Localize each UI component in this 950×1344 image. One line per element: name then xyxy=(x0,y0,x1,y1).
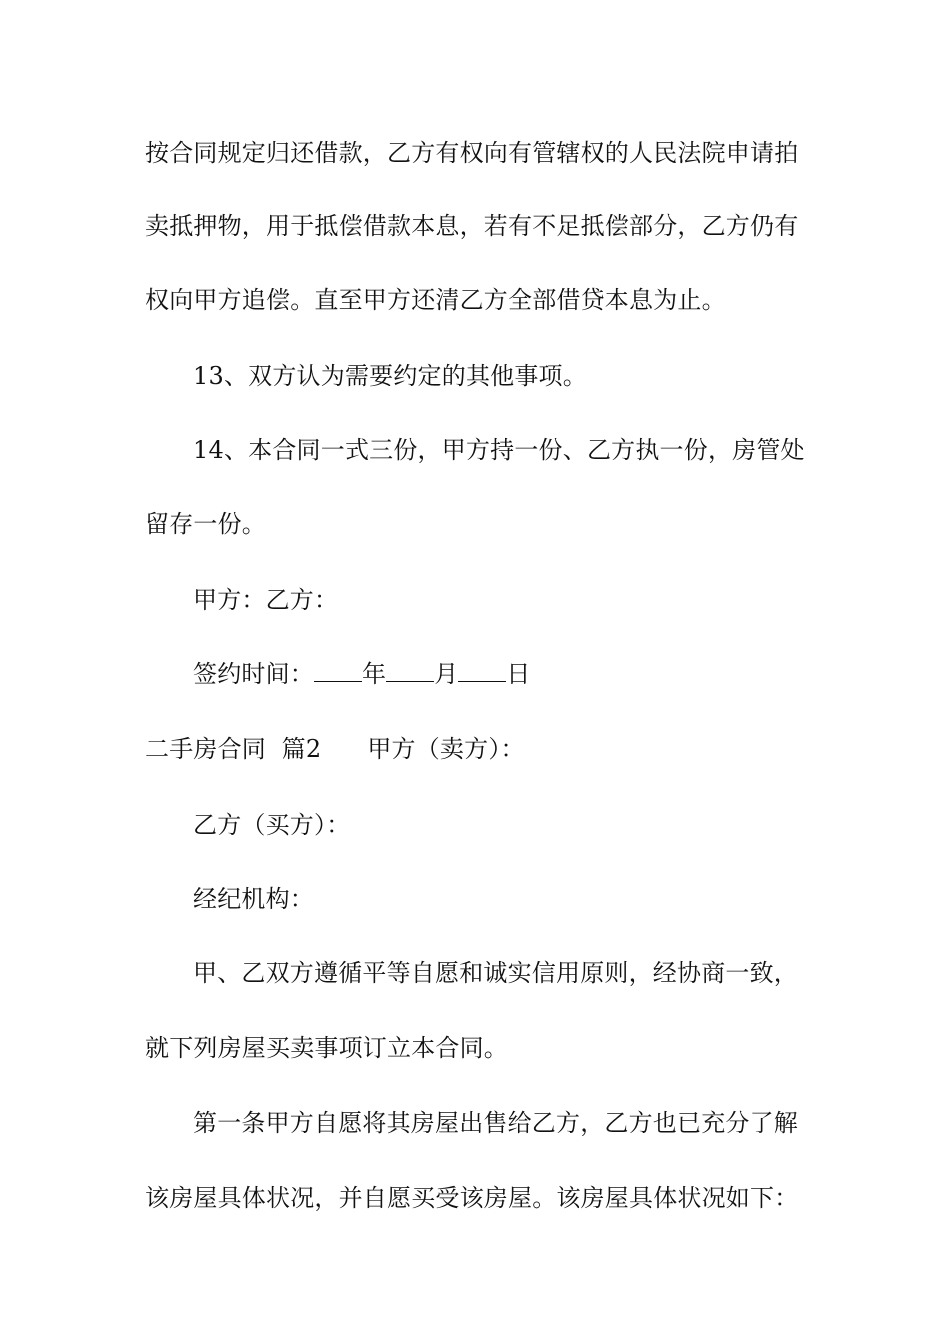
section-heading-row xyxy=(145,734,525,764)
paragraph-line: 卖抵押物，用于抵偿借款本息，若有不足抵偿部分，乙方仍有 xyxy=(145,212,799,240)
paragraph-line: 留存一份。 xyxy=(145,510,266,538)
article-1: 第一条甲方自愿将其房屋出售给乙方，乙方也已充分了解 xyxy=(193,1109,798,1137)
section-title: 二手房合同 篇2 xyxy=(145,735,322,763)
month-label: 月 xyxy=(434,660,459,688)
party-signatures: 甲方：乙方： xyxy=(193,586,339,614)
month-blank xyxy=(386,659,434,682)
paragraph-line: 按合同规定归还借款，乙方有权向有管辖权的人民法院申请拍 xyxy=(145,139,799,167)
year-label: 年 xyxy=(362,660,387,688)
paragraph-line: 该房屋具体状况，并自愿买受该房屋。该房屋具体状况如下： xyxy=(145,1184,799,1212)
sign-time xyxy=(193,659,531,689)
paragraph-line: 甲、乙双方遵循平等自愿和诚实信用原则，经协商一致， xyxy=(193,959,798,987)
clause-13: 13、双方认为需要约定的其他事项。 xyxy=(193,362,587,390)
sign-time-label: 签约时间： xyxy=(193,660,314,688)
clause-14: 14、本合同一式三份，甲方持一份、乙方执一份，房管处 xyxy=(193,436,805,464)
day-blank xyxy=(458,659,506,682)
seller-label: 甲方（卖方）： xyxy=(367,735,525,763)
paragraph-line: 权向甲方追偿。直至甲方还清乙方全部借贷本息为止。 xyxy=(145,286,726,314)
agency-label: 经纪机构： xyxy=(193,885,314,913)
buyer-label: 乙方（买方）： xyxy=(193,811,351,839)
year-blank xyxy=(314,659,362,682)
paragraph-line: 就下列房屋买卖事项订立本合同。 xyxy=(145,1034,508,1062)
day-label: 日 xyxy=(506,660,531,688)
